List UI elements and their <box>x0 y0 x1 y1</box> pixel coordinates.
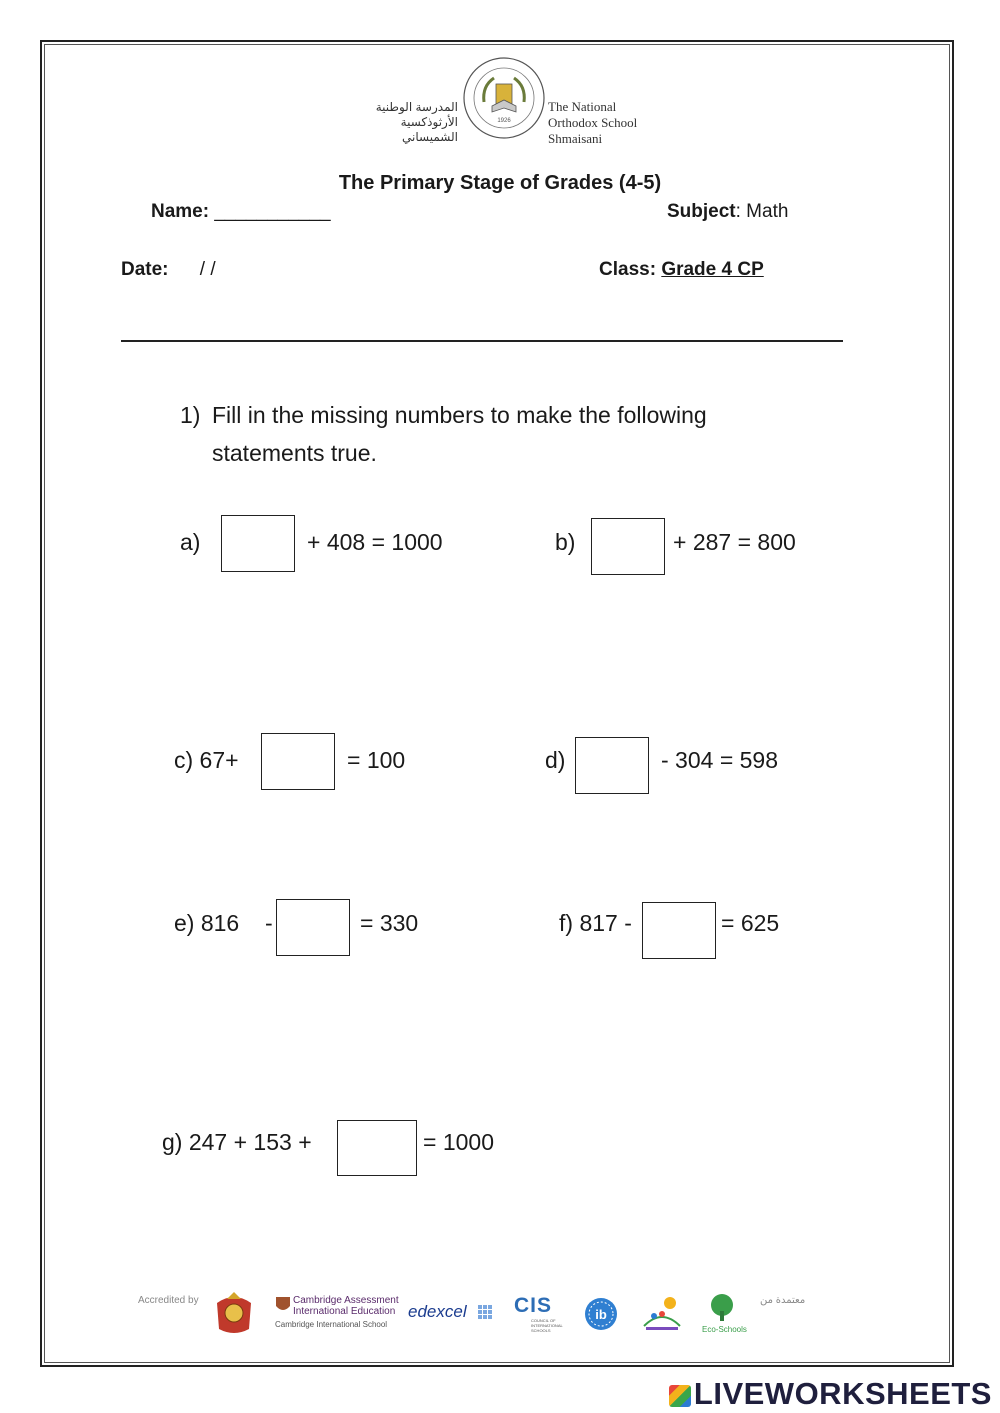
class-value: Grade 4 CP <box>661 259 764 280</box>
answer-box-c[interactable] <box>261 733 335 790</box>
ib-logo-text: ib <box>595 1307 607 1322</box>
problem-a-label: a) <box>180 529 201 555</box>
date-label: Date: <box>121 259 169 280</box>
subject-value: : Math <box>735 201 789 222</box>
problem-g-label: g) 247 + 153 + <box>162 1129 312 1155</box>
class-label: Class: <box>599 259 657 280</box>
name-blank[interactable]: ___________ <box>214 201 331 222</box>
problem-d-expression: - 304 = 598 <box>661 747 779 773</box>
english-name-line2: Orthodox School <box>548 115 638 130</box>
seal-year: 1926 <box>497 118 511 124</box>
subject-field <box>667 201 788 223</box>
name-field <box>151 201 331 223</box>
accredited-by-label: Accredited by <box>138 1295 199 1306</box>
edexcel-logo: edexcel <box>408 1302 467 1321</box>
english-name-line1: The National <box>548 99 617 114</box>
answer-box-g[interactable] <box>337 1120 417 1176</box>
answer-box-a[interactable] <box>221 515 295 572</box>
header-divider <box>121 340 843 342</box>
cambridge-logo <box>293 1295 399 1317</box>
problem-f-expression: = 625 <box>721 910 780 936</box>
name-label: Name: <box>151 201 210 222</box>
problem-f-label: f) 817 - <box>559 910 632 936</box>
english-school-name <box>548 99 637 147</box>
ib-logo-icon <box>583 1296 619 1332</box>
date-field <box>121 259 216 281</box>
answer-box-b[interactable] <box>591 518 665 575</box>
problem-b-label: b) <box>555 529 576 555</box>
question-number: 1) <box>180 402 201 428</box>
answer-box-f[interactable] <box>642 902 716 959</box>
liveworksheets-badge-icon <box>669 1385 691 1407</box>
question-text-line1: Fill in the missing numbers to make the following <box>212 402 707 428</box>
problem-d-label: d) <box>545 747 566 773</box>
question-1 <box>180 396 707 472</box>
cambridge-school-label: Cambridge International School <box>275 1320 388 1329</box>
problem-g-expression: = 1000 <box>423 1129 494 1155</box>
liveworksheets-text: LIVEWORKSHEETS <box>693 1376 992 1411</box>
problem-b-expression: + 287 = 800 <box>673 529 796 555</box>
problem-c-label: c) 67+ <box>174 747 239 773</box>
question-text-line2: statements true. <box>212 440 377 466</box>
problem-e-label: e) 816 <box>174 910 240 936</box>
class-field <box>599 259 764 281</box>
date-blank[interactable]: / / <box>199 259 216 280</box>
answer-box-e[interactable] <box>276 899 350 956</box>
problem-e-minus: - <box>265 910 273 936</box>
answer-box-d[interactable] <box>575 737 649 794</box>
page-border <box>40 40 954 1367</box>
subject-label: Subject <box>667 201 736 222</box>
school-seal-icon <box>462 56 546 140</box>
edexcel-grid-icon <box>478 1305 492 1319</box>
problem-c-expression: = 100 <box>347 747 406 773</box>
problem-a-expression: + 408 = 1000 <box>307 529 443 555</box>
arabic-school-name: المدرسة الوطنية الأرثوذكسية الشميساني <box>375 100 458 144</box>
cis-logo: CIS <box>514 1294 553 1317</box>
eco-schools-label: Eco-Schools <box>702 1325 747 1334</box>
page-title: The Primary Stage of Grades (4-5) <box>338 172 662 194</box>
problem-e-expression: = 330 <box>360 910 419 936</box>
cambridge-line1: Cambridge Assessment <box>293 1295 399 1306</box>
jordan-coat-of-arms-icon <box>213 1289 255 1337</box>
accredited-by-arabic-label: معتمدة من <box>760 1295 806 1306</box>
cambridge-shield-icon <box>275 1296 291 1314</box>
cambridge-line2: International Education <box>293 1306 396 1317</box>
healthy-schools-icon <box>640 1294 684 1334</box>
cis-subtitle: COUNCIL OF INTERNATIONAL SCHOOLS <box>531 1318 563 1333</box>
english-name-line3: Shmaisani <box>548 131 603 146</box>
liveworksheets-watermark <box>669 1376 992 1412</box>
eco-schools-tree-icon <box>706 1293 738 1323</box>
